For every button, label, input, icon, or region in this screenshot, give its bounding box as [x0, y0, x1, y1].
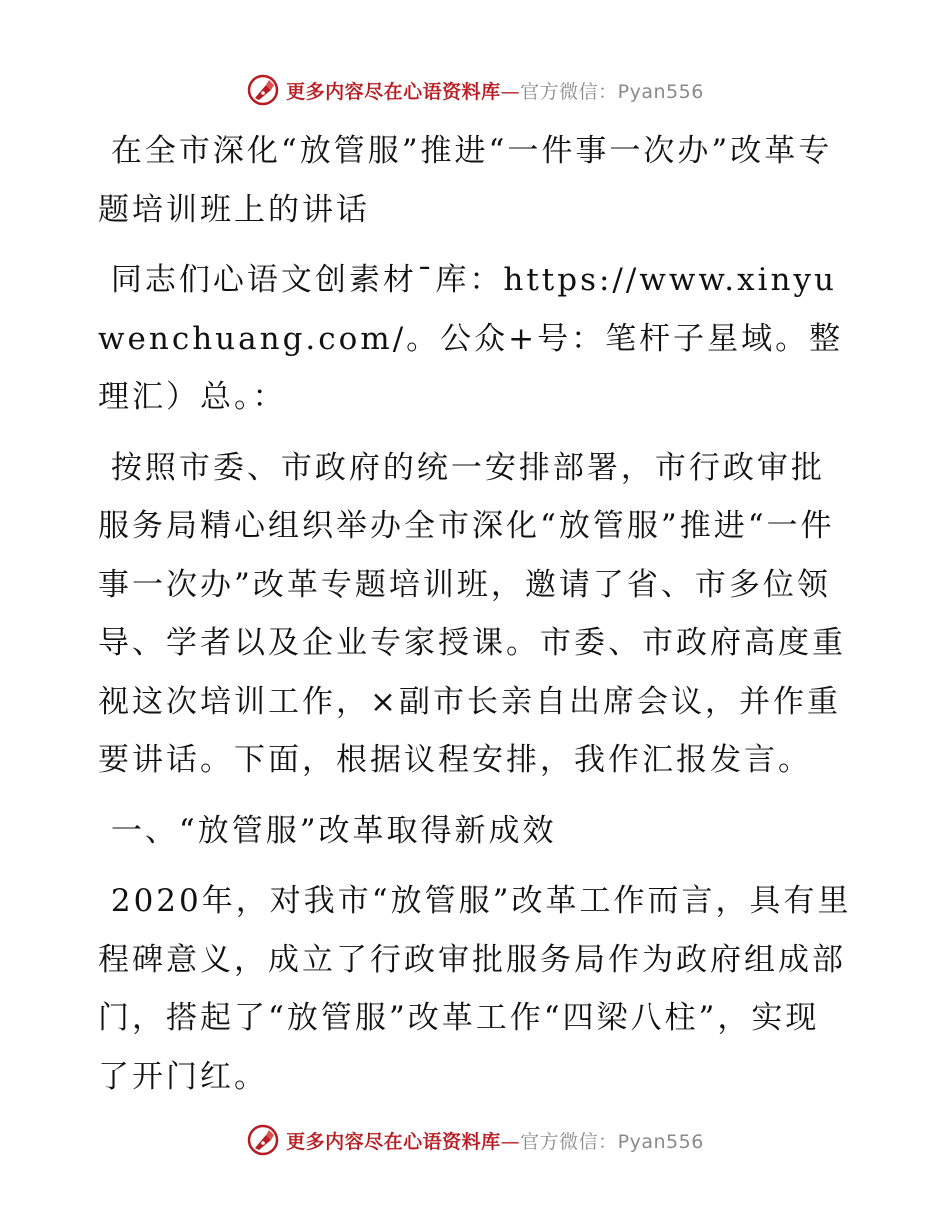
footer-banner-text [286, 1127, 704, 1154]
header-banner [0, 70, 950, 110]
document-title: 在全市深化“放管服”推进“一件事一次办”改革专题培训班上的讲话 [98, 133, 833, 228]
document-salutation: 同志们心语文创素材¯库：https://www.xinyuwenchuang.com/。公众+号：笔杆子星域。整理汇）总。： [98, 262, 844, 415]
document-body [98, 122, 853, 1106]
footer-banner-gray-text: 官方微信：Pyan556 [520, 1130, 704, 1153]
section-heading: 一、“放管服”改革取得新成效 [98, 812, 557, 849]
header-banner-red-text: 更多内容尽在心语资料库 [286, 80, 501, 103]
header-banner-dash: — [500, 80, 521, 103]
document-paragraph: 按照市委、市政府的统一安排部署，市行政审批服务局精心组织举办全市深化“放管服”推进“一件事一次办”改革专题培训班，邀请了省、市多位领导、学者以及企业专家授课。市委、市政府高度重视这次培训工作，×副市长亲自出席会议，并作重要讲话。下面，根据议程安排，我作汇报发言。 [98, 449, 846, 778]
footer-banner-red-text: 更多内容尽在心语资料库 [286, 1130, 501, 1153]
pen-nib-logo-icon [246, 73, 280, 107]
header-banner-gray-text: 官方微信：Pyan556 [520, 80, 704, 103]
footer-banner [0, 1120, 950, 1160]
header-banner-text [286, 77, 704, 104]
footer-banner-dash: — [500, 1130, 521, 1153]
pen-nib-logo-icon [246, 1123, 280, 1157]
document-paragraph: 2020年，对我市“放管服”改革工作而言，具有里程碑意义，成立了行政审批服务局作为政府组成部门，搭起了“放管服”改革工作“四梁八柱”，实现了开门红。 [98, 883, 852, 1095]
